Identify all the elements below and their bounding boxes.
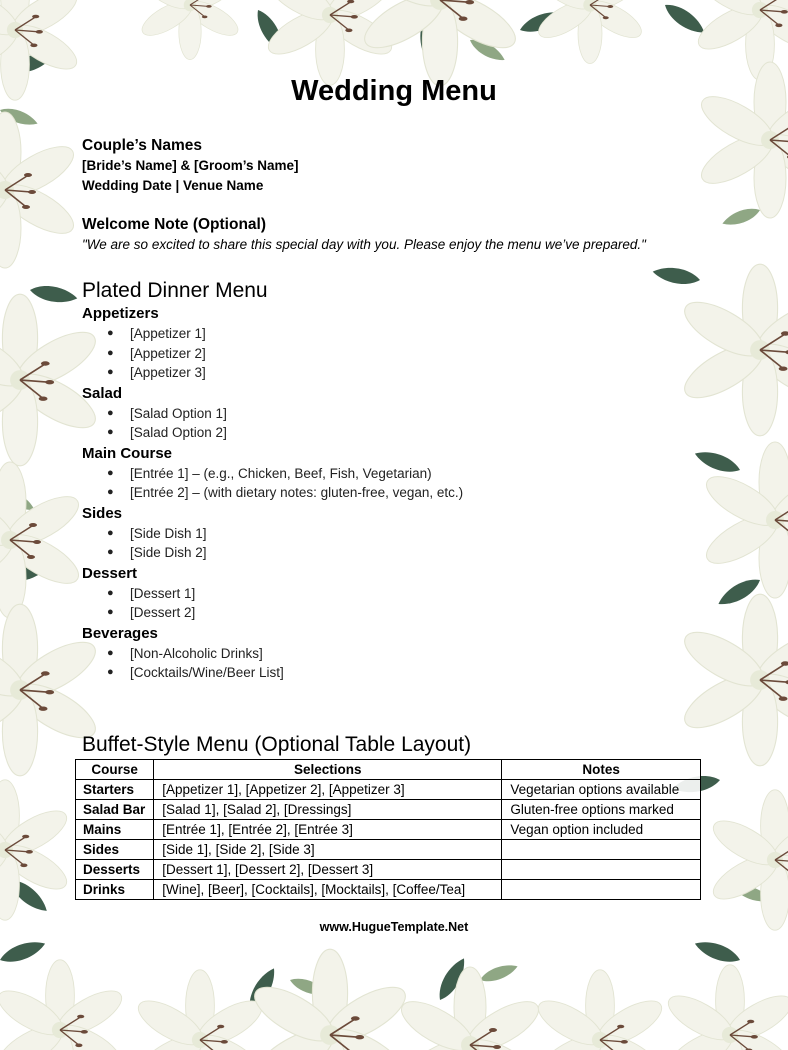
section-title: Dessert bbox=[82, 564, 138, 582]
bullet-icon: ● bbox=[107, 426, 114, 438]
couple-names: [Bride’s Name] & [Groom’s Name] bbox=[82, 158, 299, 173]
section-title: Sides bbox=[82, 504, 123, 522]
cell-course: Drinks bbox=[76, 880, 154, 900]
section-main-course bbox=[82, 443, 702, 503]
bullet-icon: ● bbox=[107, 666, 114, 678]
wedding-details: Wedding Date | Venue Name bbox=[82, 178, 264, 193]
couple-block bbox=[82, 135, 299, 196]
footer-link[interactable]: www.HugueTemplate.Net bbox=[319, 920, 469, 934]
list-item: ● [Side Dish 1] bbox=[82, 524, 702, 544]
page-title: Wedding Menu bbox=[291, 75, 497, 107]
list-item: ● [Dessert 2] bbox=[82, 603, 702, 623]
section-title: Beverages bbox=[82, 624, 158, 642]
section-beverages bbox=[82, 623, 702, 683]
list-item: ● [Non-Alcoholic Drinks] bbox=[82, 644, 702, 664]
cell-selections: [Appetizer 1], [Appetizer 2], [Appetizer 3] bbox=[154, 780, 502, 800]
bullet-icon: ● bbox=[107, 466, 114, 479]
plated-heading: Plated Dinner Menu bbox=[82, 279, 268, 302]
cell-selections: [Salad 1], [Salad 2], [Dressings] bbox=[154, 800, 502, 820]
section-title: Main Course bbox=[82, 444, 173, 462]
cell-notes: Gluten-free options marked bbox=[502, 800, 701, 820]
cell-notes bbox=[502, 860, 701, 880]
cell-course: Starters bbox=[76, 780, 154, 800]
bullet-icon: ● bbox=[107, 327, 114, 339]
list-item: ● [Appetizer 1] bbox=[82, 324, 702, 344]
header-selections: Selections bbox=[154, 760, 502, 780]
welcome-block bbox=[82, 214, 732, 255]
list-item: ● [Dessert 1] bbox=[82, 584, 702, 604]
cell-notes: Vegetarian options available bbox=[502, 780, 701, 800]
plated-menu bbox=[82, 279, 702, 683]
section-salad bbox=[82, 383, 702, 443]
cell-selections: [Side 1], [Side 2], [Side 3] bbox=[154, 840, 502, 860]
welcome-heading: Welcome Note (Optional) bbox=[82, 216, 267, 233]
list-item: ● [Entrée 2] – (with dietary notes: gluten-free, vegan, etc.) bbox=[82, 483, 702, 503]
header-notes: Notes bbox=[502, 760, 701, 780]
cell-notes: Vegan option included bbox=[502, 820, 701, 840]
cell-course: Desserts bbox=[76, 860, 154, 880]
couple-heading: Couple’s Names bbox=[82, 137, 203, 154]
bullet-icon: ● bbox=[107, 586, 114, 599]
list-item: ● [Appetizer 3] bbox=[82, 363, 702, 383]
cell-selections: [Dessert 1], [Dessert 2], [Dessert 3] bbox=[154, 860, 502, 880]
cell-selections: [Entrée 1], [Entrée 2], [Entrée 3] bbox=[154, 820, 502, 840]
buffet-heading: Buffet-Style Menu (Optional Table Layout) bbox=[82, 733, 472, 756]
list-item: ● [Side Dish 2] bbox=[82, 543, 702, 563]
list-item: ● [Appetizer 2] bbox=[82, 344, 702, 364]
section-title: Appetizers bbox=[82, 305, 159, 322]
header-course: Course bbox=[76, 760, 154, 780]
list-item: ● [Salad Option 2] bbox=[82, 423, 702, 443]
cell-course: Sides bbox=[76, 840, 154, 860]
table-row bbox=[76, 860, 701, 880]
cell-notes bbox=[502, 880, 701, 900]
cell-selections: [Wine], [Beer], [Cocktails], [Mocktails], [Coffee/Tea] bbox=[154, 880, 502, 900]
cell-notes bbox=[502, 840, 701, 860]
bullet-icon: ● bbox=[107, 486, 114, 498]
cell-course: Mains bbox=[76, 820, 154, 840]
buffet-table bbox=[75, 759, 701, 900]
bullet-icon: ● bbox=[107, 406, 114, 419]
bullet-icon: ● bbox=[107, 526, 114, 539]
section-title: Salad bbox=[82, 384, 123, 402]
list-item: ● [Cocktails/Wine/Beer List] bbox=[82, 663, 702, 683]
table-header-row bbox=[76, 760, 701, 780]
bullet-icon: ● bbox=[107, 346, 114, 359]
bullet-icon: ● bbox=[107, 366, 114, 378]
welcome-quote: "We are so excited to share this special day with you. Please enjoy the menu we’ve prepared." bbox=[82, 237, 646, 252]
table-row bbox=[76, 800, 701, 820]
table-row bbox=[76, 780, 701, 800]
bullet-icon: ● bbox=[107, 546, 114, 558]
list-item: ● [Entrée 1] – (e.g., Chicken, Beef, Fish, Vegetarian) bbox=[82, 464, 702, 484]
section-appetizers bbox=[82, 303, 702, 383]
cell-course: Salad Bar bbox=[76, 800, 154, 820]
table-row bbox=[76, 840, 701, 860]
table-row bbox=[76, 820, 701, 840]
list-item: ● [Salad Option 1] bbox=[82, 404, 702, 424]
table-row bbox=[76, 880, 701, 900]
section-dessert bbox=[82, 563, 702, 623]
bullet-icon: ● bbox=[107, 606, 114, 618]
section-sides bbox=[82, 503, 702, 563]
bullet-icon: ● bbox=[107, 646, 114, 659]
